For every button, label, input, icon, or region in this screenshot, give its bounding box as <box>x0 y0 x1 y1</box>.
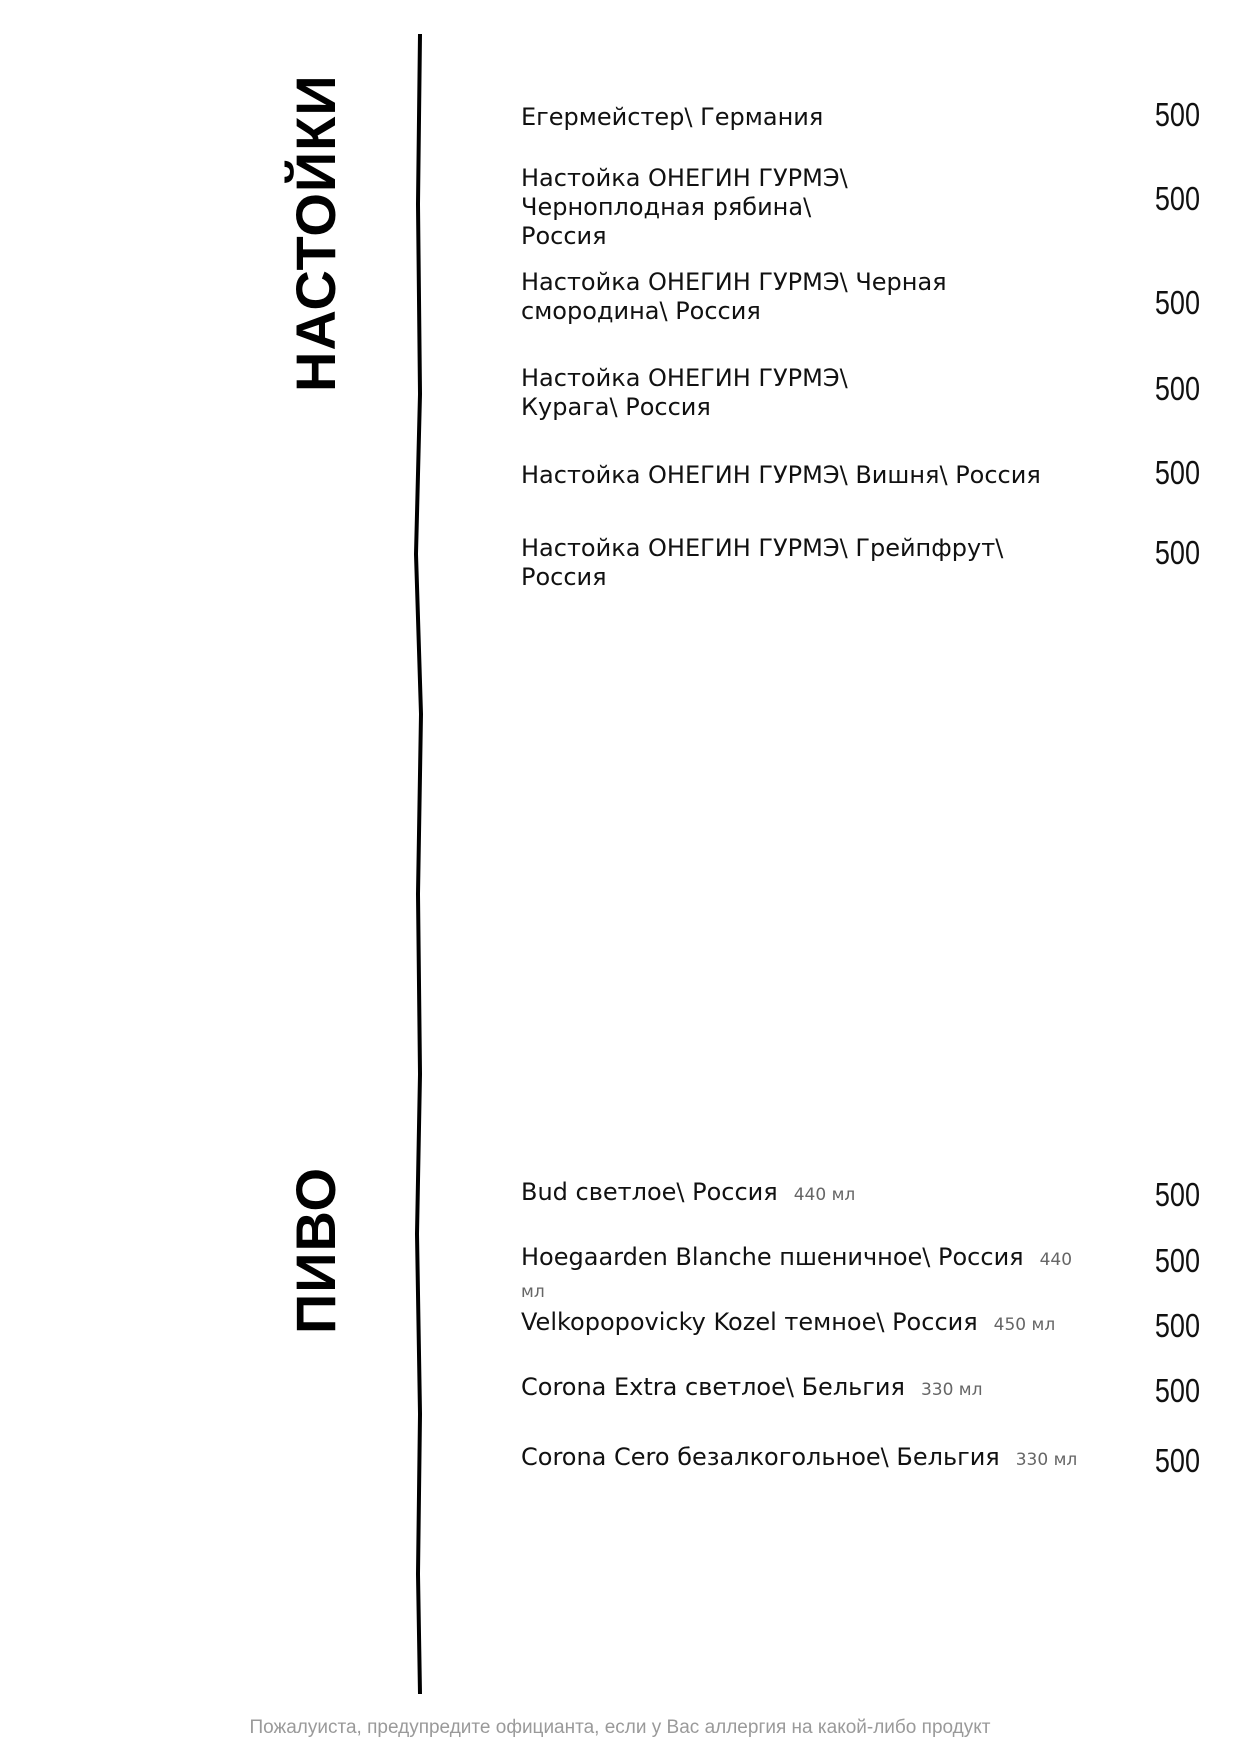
item-price: 500 <box>1154 1307 1200 1344</box>
menu-item: Настойка ОНЕГИН ГУРМЭ\ Черная смородина\ Россия <box>521 268 947 325</box>
menu-item: Егермейстер\ Германия <box>521 103 824 131</box>
section-title-nastoyki: НАСТОЙКИ <box>284 74 347 392</box>
menu-item: Настойка ОНЕГИН ГУРМЭ\ Курага\ Россия <box>521 364 848 421</box>
item-price: 500 <box>1154 454 1200 491</box>
vertical-divider <box>405 34 435 1694</box>
menu-item: Настойка ОНЕГИН ГУРМЭ\ Черноплодная рябина\ Россия <box>521 164 848 250</box>
allergy-notice: Пожалуиста, предупредите официанта, если у Вас аллергия на какой-либо продукт <box>249 1717 991 1738</box>
item-name: Bud светлое\ Россия <box>521 1178 778 1206</box>
item-price: 500 <box>1154 370 1200 407</box>
item-price: 500 <box>1154 1372 1200 1409</box>
menu-item <box>521 1308 1081 1340</box>
item-price: 500 <box>1154 1242 1200 1279</box>
menu-item <box>521 1443 1081 1475</box>
item-volume: 440 мл <box>793 1185 856 1205</box>
menu-item <box>521 1178 1081 1210</box>
item-volume: 330 мл <box>920 1380 983 1400</box>
menu-item: Настойка ОНЕГИН ГУРМЭ\ Вишня\ Россия <box>521 461 1041 489</box>
menu-item: Настойка ОНЕГИН ГУРМЭ\ Грейпфрут\ Россия <box>521 534 1004 591</box>
item-volume: 440 мл <box>521 1250 1073 1302</box>
item-name: Velkopopovicky Kozel темное\ Россия <box>521 1308 978 1336</box>
item-price: 500 <box>1154 284 1200 321</box>
item-price: 500 <box>1154 180 1200 217</box>
item-price: 500 <box>1154 1442 1200 1479</box>
section-title-pivo: ПИВО <box>284 1166 347 1334</box>
item-price: 500 <box>1154 1176 1200 1213</box>
menu-item <box>521 1243 1081 1307</box>
item-name: Corona Extra светлое\ Бельгия <box>521 1373 905 1401</box>
item-price: 500 <box>1154 534 1200 571</box>
item-price: 500 <box>1154 96 1200 133</box>
item-name: Hoegaarden Blanche пшеничное\ Россия <box>521 1243 1024 1271</box>
item-volume: 450 мл <box>993 1315 1056 1335</box>
item-volume: 330 мл <box>1015 1450 1078 1470</box>
item-name: Corona Cero безалкогольное\ Бельгия <box>521 1443 1000 1471</box>
menu-item <box>521 1373 1081 1405</box>
